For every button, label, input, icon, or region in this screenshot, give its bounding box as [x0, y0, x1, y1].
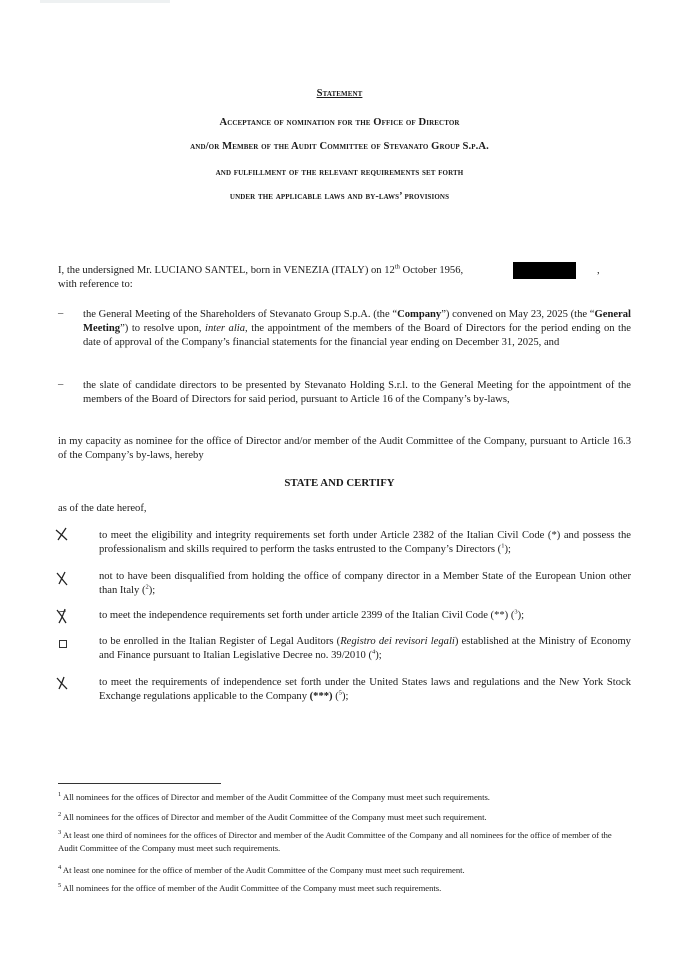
fn-2-num: 2 — [58, 811, 62, 819]
checkbox-cross-1[interactable] — [54, 526, 70, 542]
fn-4-text: At least one nominee for the office of member of the Audit Committee of the Company must meet such requirement. — [61, 865, 465, 875]
intro-sup: th — [394, 263, 400, 271]
b1-company: Company — [397, 309, 442, 320]
item-register — [99, 635, 631, 663]
item-disqualification — [99, 570, 631, 598]
title-statement — [0, 88, 679, 99]
fn-2-text: All nominees for the offices of Director and member of the Audit Committee of the Company must meet such requirement. — [61, 812, 487, 822]
intro-comma: , — [597, 265, 600, 276]
item-5-end: ); — [342, 691, 349, 703]
title-line-4: under the applicable laws and by-laws’ provisions — [229, 191, 450, 202]
checkbox-cross-3[interactable] — [54, 608, 70, 624]
footnote-5 — [58, 882, 624, 895]
b1-text-4: , the appointment of the members of the Board of Directors for the period ending on the date of approval of the Company’s financial statements for the financial year ending on December 31, 2025, and — [83, 323, 631, 349]
fn-1-text: All nominees for the offices of Director and member of the Audit Committee of the Company must meet such requirements. — [61, 792, 490, 802]
item-4-ref: 4 — [372, 648, 376, 656]
item-2-end: ); — [148, 585, 156, 597]
bullet-general-meeting — [83, 308, 631, 351]
title-line-1: Acceptance of nomination for the Office of Director — [219, 117, 460, 128]
as-of-date: as of the date hereof, — [58, 503, 147, 514]
item-3-ref: 3 — [514, 608, 518, 616]
item-3-end: ); — [517, 610, 525, 621]
checkbox-empty-4[interactable] — [59, 640, 67, 648]
item-1-text: to meet the eligibility and integrity requirements set forth under Article 2382 of the Italian Civil Code (*) and possess the professionalism and skills required to perform the tasks entrusted to the Company’s Directors ( — [99, 530, 631, 556]
item-us-independence — [99, 676, 631, 704]
intro-line-1 — [58, 264, 518, 278]
cross-mark-icon — [54, 526, 70, 542]
fn-3-num: 3 — [58, 829, 62, 837]
item-2-text: not to have been disqualified from holding the office of company director in a Member State of the European Union other than Italy ( — [99, 571, 631, 597]
footnote-3 — [58, 829, 624, 855]
fn-3-text: At least one third of nominees for the offices of Director and member of the Audit Committee of the Company and all nominees for the office of member of the Audit Committee of the Company must meet such requirements. — [58, 830, 612, 853]
item-5-bold: (***) — [309, 691, 333, 703]
checkbox-cross-5[interactable] — [54, 675, 70, 691]
bullet-slate: the slate of candidate directors to be presented by Stevanato Holding S.r.l. to the General Meeting for the appointment of the members of the Board of Directors for said period, pursuant to Article 16 of the Company’s by-laws, — [83, 380, 631, 406]
capacity-paragraph: in my capacity as nominee for the office of Director and/or member of the Audit Committee of the Company, pursuant to Article 16.3 of the Company’s by-laws, hereby — [58, 436, 631, 462]
title-line-2: and/or Member of the Audit Committee of Stevanato Group S.p.A. — [190, 141, 489, 152]
item-4-italic: Registro dei revisori legali — [340, 636, 455, 647]
b1-inter-alia: inter alia — [205, 323, 246, 335]
item-5-text-a: to meet the requirements of independence set forth under the United States laws and regulations and the New York Stock Exchange regulations applicable to the Company — [99, 677, 631, 703]
scan-artifact — [40, 0, 170, 3]
redaction-box — [513, 262, 576, 279]
item-independence — [99, 609, 631, 623]
item-2-ref: 2 — [145, 583, 149, 591]
item-4-text-b: ) established at the Ministry of Economy and Finance pursuant to Italian Legislative Decree no. 39/2010 ( — [99, 636, 631, 662]
fn-5-text: All nominees for the office of member of the Audit Committee of the Company must meet such requirements. — [61, 883, 442, 893]
b1-text-3: ”) to resolve upon, — [120, 323, 206, 335]
item-1-ref: 1 — [501, 542, 505, 550]
item-5-ref: 5 — [338, 689, 343, 697]
b1-text-1: the General Meeting of the Shareholders of Stevanato Group S.p.A. (the “ — [83, 309, 398, 320]
item-1-end: ); — [504, 544, 511, 556]
fn-1-num: 1 — [58, 791, 62, 799]
dash-2: – — [58, 379, 64, 390]
fn-5-num: 5 — [58, 882, 62, 890]
checkbox-cross-2[interactable] — [54, 570, 70, 586]
footnote-rule — [58, 783, 221, 784]
dash-1: – — [58, 308, 64, 319]
b1-general-meeting: General Meeting — [83, 309, 631, 335]
footnote-2 — [58, 811, 624, 824]
b1-text-2: ”) convened on May 23, 2025 (the “ — [441, 309, 595, 320]
footnote-1 — [58, 791, 624, 804]
item-3-text: to meet the independence requirements set forth under article 2399 of the Italian Civil Code (**) ( — [99, 610, 515, 621]
intro-line-2: with reference to: — [58, 279, 133, 290]
cross-mark-icon — [54, 570, 70, 586]
statement-label: Statement — [316, 88, 363, 99]
item-5-text-b: ( — [332, 691, 339, 703]
footnote-4 — [58, 864, 624, 877]
cross-mark-icon — [54, 608, 70, 624]
state-and-certify-heading: STATE AND CERTIFY — [284, 477, 395, 489]
intro-text-end: October 1956, — [399, 265, 464, 276]
item-eligibility — [99, 529, 631, 557]
title-line-3: and fulfillment of the relevant requirements set forth — [215, 167, 464, 178]
item-4-text-a: to be enrolled in the Italian Register of Legal Auditors ( — [99, 636, 341, 647]
intro-text: I, the undersigned Mr. LUCIANO SANTEL, born in VENEZIA (ITALY) on 12 — [58, 265, 395, 276]
cross-mark-icon — [54, 675, 70, 691]
fn-4-num: 4 — [58, 864, 62, 872]
item-4-end: ); — [375, 650, 382, 662]
